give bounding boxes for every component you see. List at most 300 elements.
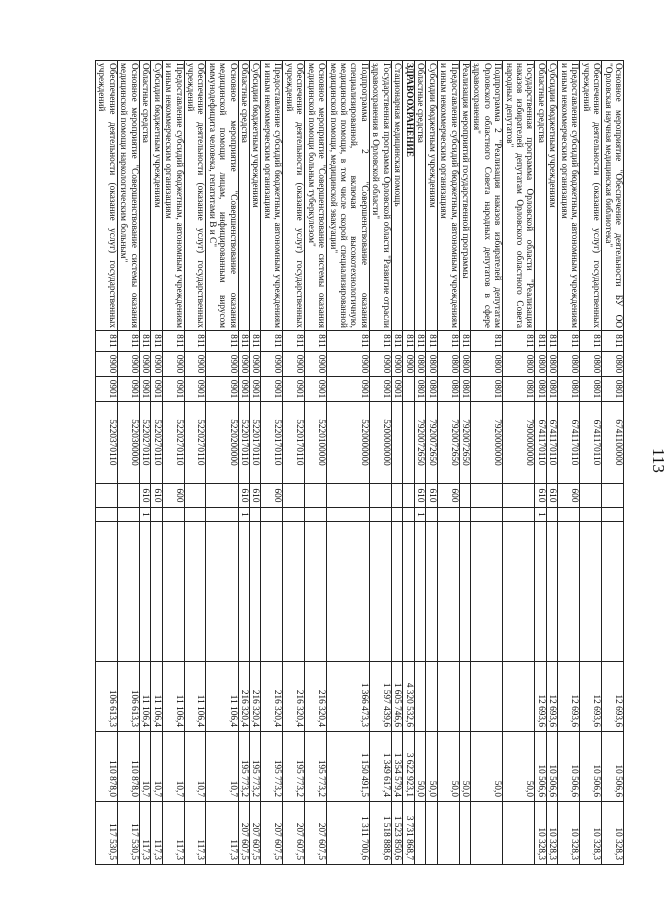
expense-type-code: [96, 484, 118, 508]
amount-year-2: 10,7: [206, 732, 238, 802]
target-article-code: 5220170110: [283, 402, 305, 484]
amount-year-1: [470, 662, 502, 732]
expense-type-code: [369, 484, 391, 508]
row-name: Субсидии бюджетным учреждениям: [151, 61, 162, 331]
expense-type-code: 610: [426, 484, 437, 508]
subtype-code: [305, 508, 327, 522]
row-name: Стационарная медицинская помощь: [391, 61, 402, 331]
admin-code: 811: [96, 331, 118, 352]
amount-year-1: 4 320 532,6: [403, 662, 414, 732]
expense-type-code: [184, 484, 206, 508]
amount-year-1: 216 320,4: [238, 662, 249, 732]
subtype-code: [261, 508, 283, 522]
empty-amount: [558, 522, 580, 662]
empty-amount: [470, 522, 502, 662]
expense-type-code: [327, 484, 370, 508]
expense-type-code: 610: [238, 484, 249, 508]
amount-year-3: 117,3: [206, 802, 238, 865]
amount-year-1: 11 106,4: [162, 662, 184, 732]
expense-type-code: 610: [250, 484, 261, 508]
table-row: [305, 61, 327, 865]
row-name: Субсидии бюджетным учреждениям: [546, 61, 557, 331]
amount-year-1: 12 693,6: [535, 662, 546, 732]
amount-year-1: [437, 662, 459, 732]
empty-amount: [437, 522, 459, 662]
subtype-code: [151, 508, 162, 522]
amount-year-2: 10 506,6: [558, 732, 580, 802]
row-name: Субсидии бюджетным учреждениям: [426, 61, 437, 331]
row-name: Основное мероприятие "Совершенствование системы оказания медицинской помощи больным туберкулезом": [305, 61, 327, 331]
subsection-code: 0801: [459, 377, 470, 402]
target-article-code: 5220200000: [206, 402, 238, 484]
subsection-code: 0801: [414, 377, 425, 402]
expense-type-code: 610: [151, 484, 162, 508]
section-code: 0800: [558, 352, 580, 377]
table-row: [503, 61, 535, 865]
amount-year-3: 10 328,3: [558, 802, 580, 865]
subtype-code: [283, 508, 305, 522]
target-article-code: 6741170110: [535, 402, 546, 484]
section-code: 0900: [139, 352, 150, 377]
amount-year-3: 207 607,5: [283, 802, 305, 865]
admin-code: 811: [162, 331, 184, 352]
rotated-page: [40, 60, 668, 864]
section-code: 0900: [250, 352, 261, 377]
expense-type-code: [459, 484, 470, 508]
target-article-code: 7920072650: [459, 402, 470, 484]
admin-code: 811: [580, 331, 602, 352]
table-row: [369, 61, 391, 865]
target-article-code: 7920072650: [414, 402, 425, 484]
subsection-code: 0801: [602, 377, 624, 402]
table-row: [403, 61, 414, 865]
row-name: Предоставление субсидий бюджетным, автономным учреждениям и иным некоммерческим организациям: [558, 61, 580, 331]
subtype-code: [117, 508, 139, 522]
amount-year-1: 1 597 439,6: [369, 662, 391, 732]
target-article-code: 5220170110: [261, 402, 283, 484]
admin-code: 811: [238, 331, 249, 352]
amount-year-3: 3 731 868,7: [403, 802, 414, 865]
amount-year-3: 117 530,5: [117, 802, 139, 865]
amount-year-3: 117,3: [151, 802, 162, 865]
amount-year-3: 117,3: [139, 802, 150, 865]
empty-amount: [238, 522, 249, 662]
subsection-code: 0901: [117, 377, 139, 402]
section-code: 0800: [470, 352, 502, 377]
subtype-code: [503, 508, 535, 522]
table-row: [437, 61, 459, 865]
amount-year-3: 10 328,3: [602, 802, 624, 865]
section-code: 0900: [117, 352, 139, 377]
section-code: 0800: [546, 352, 557, 377]
table-row: [261, 61, 283, 865]
admin-code: 811: [283, 331, 305, 352]
admin-code: 811: [503, 331, 535, 352]
admin-code: 811: [206, 331, 238, 352]
target-article-code: 5220270110: [184, 402, 206, 484]
target-article-code: [403, 402, 414, 484]
subtype-code: [96, 508, 118, 522]
table-row: [602, 61, 624, 865]
table-row: [580, 61, 602, 865]
row-name: Субсидии бюджетным учреждениям: [250, 61, 261, 331]
subsection-code: 0901: [151, 377, 162, 402]
amount-year-3: 10 328,3: [580, 802, 602, 865]
table-row: [546, 61, 557, 865]
amount-year-3: [414, 802, 425, 865]
section-code: 0800: [459, 352, 470, 377]
target-article-code: 6741100000: [602, 402, 624, 484]
row-name: ЗДРАВООХРАНЕНИЕ: [403, 61, 414, 331]
table-row: [470, 61, 502, 865]
admin-code: 811: [139, 331, 150, 352]
amount-year-3: [437, 802, 459, 865]
subtype-code: [184, 508, 206, 522]
expense-type-code: [580, 484, 602, 508]
subtype-code: [580, 508, 602, 522]
admin-code: 811: [151, 331, 162, 352]
empty-amount: [580, 522, 602, 662]
target-article-code: 7900000000: [503, 402, 535, 484]
section-code: 0800: [503, 352, 535, 377]
subsection-code: 0901: [250, 377, 261, 402]
admin-code: 811: [391, 331, 402, 352]
empty-amount: [96, 522, 118, 662]
section-code: 0900: [206, 352, 238, 377]
amount-year-2: 110 878,0: [96, 732, 118, 802]
target-article-code: 5200000000: [369, 402, 391, 484]
target-article-code: 6741170110: [546, 402, 557, 484]
admin-code: 811: [546, 331, 557, 352]
empty-amount: [391, 522, 402, 662]
subsection-code: 0901: [162, 377, 184, 402]
amount-year-3: [459, 802, 470, 865]
row-name: Основное мероприятие "Совершенствование системы оказания медицинской помощи наркологическим больным": [117, 61, 139, 331]
empty-amount: [184, 522, 206, 662]
subtype-code: [327, 508, 370, 522]
target-article-code: 5220270110: [139, 402, 150, 484]
amount-year-2: 50,0: [426, 732, 437, 802]
table-row: [184, 61, 206, 865]
subtype-code: [206, 508, 238, 522]
amount-year-3: 207 607,5: [238, 802, 249, 865]
amount-year-2: 50,0: [470, 732, 502, 802]
target-article-code: 5220270110: [162, 402, 184, 484]
table-row: [391, 61, 402, 865]
amount-year-3: 207 607,5: [250, 802, 261, 865]
section-code: 0900: [369, 352, 391, 377]
subsection-code: 0901: [139, 377, 150, 402]
subsection-code: 0901: [238, 377, 249, 402]
expense-type-code: 610: [414, 484, 425, 508]
subsection-code: 0801: [558, 377, 580, 402]
amount-year-3: 10 328,3: [535, 802, 546, 865]
target-article-code: 5220170110: [250, 402, 261, 484]
target-article-code: 7920000000: [470, 402, 502, 484]
expense-type-code: [470, 484, 502, 508]
subsection-code: 0901: [184, 377, 206, 402]
amount-year-1: 216 320,4: [261, 662, 283, 732]
amount-year-2: 10,7: [184, 732, 206, 802]
empty-amount: [117, 522, 139, 662]
empty-amount: [151, 522, 162, 662]
section-code: 0900: [305, 352, 327, 377]
subtype-code: [369, 508, 391, 522]
section-code: 0800: [414, 352, 425, 377]
subsection-code: 0901: [391, 377, 402, 402]
admin-code: 811: [261, 331, 283, 352]
admin-code: 811: [327, 331, 370, 352]
amount-year-1: [459, 662, 470, 732]
empty-amount: [261, 522, 283, 662]
amount-year-2: 3 622 923,1: [403, 732, 414, 802]
empty-amount: [602, 522, 624, 662]
expense-type-code: [503, 484, 535, 508]
admin-code: 811: [437, 331, 459, 352]
subtype-code: [602, 508, 624, 522]
table-row: [558, 61, 580, 865]
admin-code: 811: [369, 331, 391, 352]
admin-code: 811: [459, 331, 470, 352]
subsection-code: 0801: [535, 377, 546, 402]
admin-code: 811: [414, 331, 425, 352]
amount-year-1: [426, 662, 437, 732]
target-article-code: 5220100000: [305, 402, 327, 484]
subsection-code: 0801: [580, 377, 602, 402]
empty-amount: [206, 522, 238, 662]
empty-amount: [426, 522, 437, 662]
admin-code: 811: [117, 331, 139, 352]
amount-year-2: 10 506,6: [546, 732, 557, 802]
table-row: [117, 61, 139, 865]
admin-code: 811: [305, 331, 327, 352]
section-code: 0900: [283, 352, 305, 377]
amount-year-3: 1 311 700,6: [327, 802, 370, 865]
amount-year-3: 207 607,5: [261, 802, 283, 865]
amount-year-1: 216 320,4: [250, 662, 261, 732]
table-row: [238, 61, 249, 865]
subsection-code: 0801: [437, 377, 459, 402]
section-code: 0800: [580, 352, 602, 377]
row-name: Областные средства: [238, 61, 249, 331]
admin-code: 811: [470, 331, 502, 352]
amount-year-2: 195 773,2: [283, 732, 305, 802]
row-name: Предоставление субсидий бюджетным, автономным учреждениям и иным некоммерческим организациям: [437, 61, 459, 331]
subtype-code: [403, 508, 414, 522]
table-row: [250, 61, 261, 865]
row-name: Обеспечение деятельности (оказание услуг) государственных учреждений: [184, 61, 206, 331]
amount-year-2: 110 878,0: [117, 732, 139, 802]
row-name: Подпрограмма 2 "Совершенствование оказания специализированной, включая высокотехнологичную, медицинской помощи, в том числе скорой специализированной медицинской помощи, медицинской эвакуации": [327, 61, 370, 331]
expense-type-code: [391, 484, 402, 508]
section-code: 0900: [184, 352, 206, 377]
section-code: 0800: [535, 352, 546, 377]
section-code: 0800: [602, 352, 624, 377]
expense-type-code: [206, 484, 238, 508]
row-name: Областные средства: [139, 61, 150, 331]
amount-year-2: 195 773,2: [250, 732, 261, 802]
empty-amount: [546, 522, 557, 662]
empty-amount: [459, 522, 470, 662]
amount-year-2: 1 354 579,4: [391, 732, 402, 802]
table-row: [414, 61, 425, 865]
subsection-code: 0801: [470, 377, 502, 402]
amount-year-2: 10 506,6: [535, 732, 546, 802]
amount-year-2: 195 773,2: [305, 732, 327, 802]
target-article-code: 7920072650: [426, 402, 437, 484]
admin-code: 811: [403, 331, 414, 352]
amount-year-1: 12 693,6: [558, 662, 580, 732]
page-number: 113: [649, 448, 668, 473]
subtype-code: [558, 508, 580, 522]
subtype-code: [426, 508, 437, 522]
amount-year-2: 10,7: [139, 732, 150, 802]
row-name: Подпрограмма 2 "Реализация наказов избирателей депутатам Орловского областного Совета народных депутатов в сфере здравоохранения": [470, 61, 502, 331]
subtype-code: [459, 508, 470, 522]
empty-amount: [139, 522, 150, 662]
amount-year-3: [426, 802, 437, 865]
expense-type-code: 600: [437, 484, 459, 508]
section-code: 0900: [261, 352, 283, 377]
row-name: Областные средства: [535, 61, 546, 331]
amount-year-1: 11 106,4: [139, 662, 150, 732]
amount-year-2: 50,0: [503, 732, 535, 802]
budget-table: [95, 60, 624, 865]
amount-year-1: 11 106,4: [184, 662, 206, 732]
row-name: Предоставление субсидий бюджетным, автономным учреждениям и иным некоммерческим организациям: [162, 61, 184, 331]
empty-amount: [414, 522, 425, 662]
amount-year-3: [470, 802, 502, 865]
admin-code: 811: [602, 331, 624, 352]
table-row: [459, 61, 470, 865]
subsection-code: 0901: [305, 377, 327, 402]
subsection-code: 0801: [546, 377, 557, 402]
table-body: [96, 61, 624, 865]
subtype-code: [437, 508, 459, 522]
expense-type-code: 600: [558, 484, 580, 508]
table-row: [139, 61, 150, 865]
table-row: [535, 61, 546, 865]
subsection-code: [403, 377, 414, 402]
admin-code: 811: [426, 331, 437, 352]
target-article-code: 5220000000: [327, 402, 370, 484]
section-code: 0900: [327, 352, 370, 377]
target-article-code: 5220370110: [96, 402, 118, 484]
target-article-code: 6741170110: [580, 402, 602, 484]
table-row: [96, 61, 118, 865]
section-code: 0900: [151, 352, 162, 377]
subsection-code: 0801: [426, 377, 437, 402]
amount-year-1: 12 693,6: [580, 662, 602, 732]
empty-amount: [403, 522, 414, 662]
amount-year-1: [414, 662, 425, 732]
target-article-code: 5220270110: [151, 402, 162, 484]
row-name: Обеспечение деятельности (оказание услуг) государственных учреждений: [96, 61, 118, 331]
amount-year-2: 10,7: [162, 732, 184, 802]
expense-type-code: 610: [535, 484, 546, 508]
row-name: Реализация мероприятий государственной программы: [459, 61, 470, 331]
amount-year-1: 1 366 473,3: [327, 662, 370, 732]
empty-amount: [535, 522, 546, 662]
empty-amount: [369, 522, 391, 662]
empty-amount: [162, 522, 184, 662]
expense-type-code: [403, 484, 414, 508]
admin-code: 811: [250, 331, 261, 352]
subtype-code: [546, 508, 557, 522]
expense-type-code: 600: [162, 484, 184, 508]
subtype-code: [391, 508, 402, 522]
subsection-code: 0901: [261, 377, 283, 402]
amount-year-2: 10 506,6: [580, 732, 602, 802]
amount-year-1: 1 605 746,6: [391, 662, 402, 732]
amount-year-1: 106 613,3: [96, 662, 118, 732]
amount-year-1: 12 693,6: [602, 662, 624, 732]
amount-year-3: 207 607,5: [305, 802, 327, 865]
subtype-code: 1: [535, 508, 546, 522]
amount-year-3: [503, 802, 535, 865]
amount-year-1: 11 106,4: [206, 662, 238, 732]
amount-year-3: 10 328,3: [546, 802, 557, 865]
empty-amount: [503, 522, 535, 662]
table-row: [162, 61, 184, 865]
section-code: 0900: [391, 352, 402, 377]
target-article-code: 5220300000: [117, 402, 139, 484]
subtype-code: [250, 508, 261, 522]
subsection-code: 0901: [369, 377, 391, 402]
subtype-code: 1: [139, 508, 150, 522]
amount-year-1: 106 613,3: [117, 662, 139, 732]
subsection-code: 0901: [327, 377, 370, 402]
amount-year-2: 1 150 491,5: [327, 732, 370, 802]
row-name: Основное мероприятие "Совершенствование оказания медицинской помощи лицам, инфицированным вирусом иммунодефицита человека, гепатитами B и C": [206, 61, 238, 331]
subtype-code: [162, 508, 184, 522]
section-code: 0800: [426, 352, 437, 377]
subsection-code: 0901: [283, 377, 305, 402]
target-article-code: 7920072650: [437, 402, 459, 484]
amount-year-1: 216 320,4: [305, 662, 327, 732]
table-row: [206, 61, 238, 865]
amount-year-2: 195 773,2: [261, 732, 283, 802]
section-code: 0900: [162, 352, 184, 377]
row-name: Обеспечение деятельности (оказание услуг) государственных учреждений: [580, 61, 602, 331]
empty-amount: [250, 522, 261, 662]
expense-type-code: 610: [546, 484, 557, 508]
amount-year-3: 117 530,5: [96, 802, 118, 865]
table-row: [327, 61, 370, 865]
row-name: Областные средства: [414, 61, 425, 331]
target-article-code: 6741170110: [558, 402, 580, 484]
amount-year-3: 1 518 888,6: [369, 802, 391, 865]
subtype-code: 1: [414, 508, 425, 522]
amount-year-2: 50,0: [437, 732, 459, 802]
amount-year-1: 11 106,4: [151, 662, 162, 732]
empty-amount: [305, 522, 327, 662]
expense-type-code: [305, 484, 327, 508]
amount-year-2: 50,0: [414, 732, 425, 802]
empty-amount: [283, 522, 305, 662]
row-name: Обеспечение деятельности (оказание услуг) государственных учреждений: [283, 61, 305, 331]
amount-year-1: [503, 662, 535, 732]
section-code: 0900: [96, 352, 118, 377]
expense-type-code: [117, 484, 139, 508]
amount-year-3: 117,3: [184, 802, 206, 865]
admin-code: 811: [535, 331, 546, 352]
subtype-code: [470, 508, 502, 522]
subsection-code: 0901: [206, 377, 238, 402]
subtype-code: 1: [238, 508, 249, 522]
empty-amount: [327, 522, 370, 662]
subsection-code: 0901: [96, 377, 118, 402]
